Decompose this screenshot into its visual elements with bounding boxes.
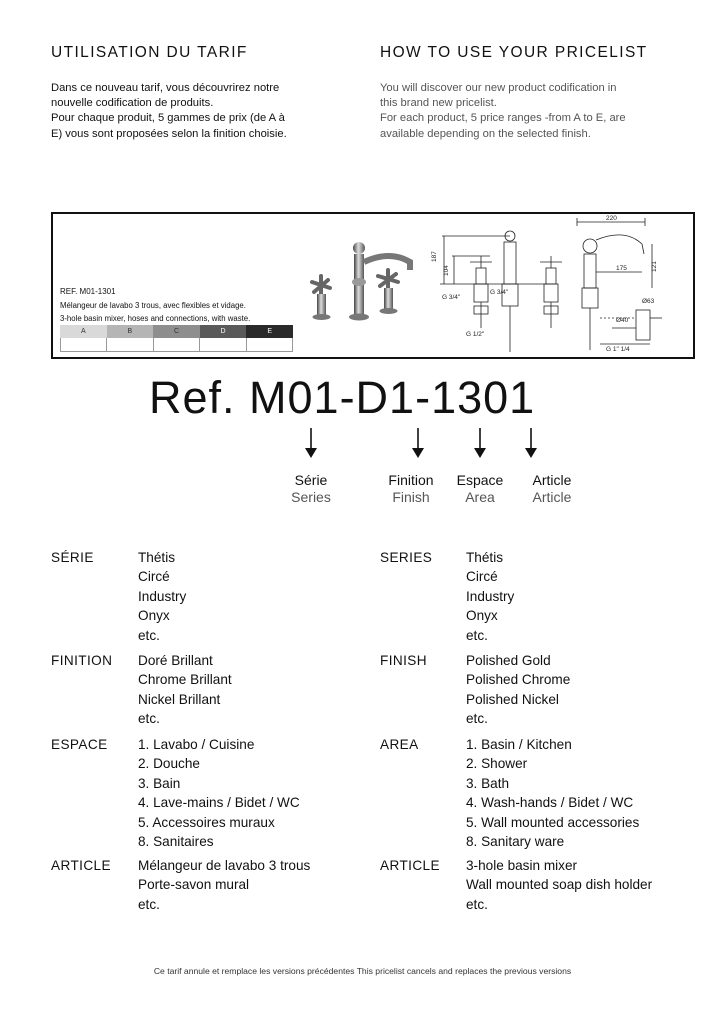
en-intro [380,81,626,142]
value: Doré Brillant [138,653,213,668]
fr-intro-line: Pour chaque produit, 5 gammes de prix (de A à [51,112,285,125]
dim-g12: G 1/2" [466,331,485,338]
price-range-swatches [60,325,293,352]
value: etc. [138,896,160,912]
fr-area-values [138,735,300,851]
product-desc-fr: Mélangeur de lavabo 3 trous, avec flexibles et vidage. [60,301,246,310]
value: 2. Douche [138,756,200,772]
reference-code: Ref. M01-D1-1301 [149,372,536,423]
en-intro-line: available depending on the selected finish. [380,127,591,140]
value: Chrome Brillant [138,672,232,688]
part-en: Series [291,489,331,505]
arrow-down-icon [301,428,321,460]
value: 1. Basin / Kitchen [466,737,572,752]
dim-220: 220 [606,215,617,222]
value: Wall mounted soap dish holder [466,877,653,893]
dim-63: Ø63 [642,298,655,305]
value: Onyx [138,608,170,624]
en-article-values [466,856,652,914]
fr-intro-line: E) vous sont proposées selon la finition choisie. [51,127,287,140]
value: 8. Sanitary ware [466,834,565,850]
arrow-down-icon [470,428,490,460]
dim-g34-left: G 3/4" [442,294,461,301]
price-box [200,338,246,352]
price-swatch-e: E [246,325,293,338]
dim-104: 104 [443,265,450,276]
part-fr: Série [294,472,328,488]
value: 4. Lave-mains / Bidet / WC [138,795,300,811]
dim-175: 175 [616,265,627,272]
dim-187: 187 [431,251,438,262]
price-box [247,338,293,352]
en-intro-line: For each product, 5 price ranges -from A to E, are [380,112,626,125]
part-label-series [276,472,346,506]
value: Mélangeur de lavabo 3 trous [138,858,311,873]
value: 3. Bath [466,775,510,791]
value: Thétis [138,550,176,565]
footer-note: Ce tarif annule et remplace les versions précédentes This pricelist cancels and replaces the previous versions [153,966,572,976]
fr-intro-line: Dans ce nouveau tarif, vous découvrirez notre [51,82,280,94]
fr-key-area: ESPACE [51,737,108,752]
price-swatch-a: A [60,325,107,338]
en-intro-line: You will discover our new product codification in [380,82,617,94]
fr-intro [51,81,287,142]
value: Industry [138,588,187,604]
product-description [60,300,250,325]
part-en: Area [465,489,495,505]
en-finish-values [466,651,570,729]
value: 5. Accessoires muraux [138,814,275,830]
value: Circé [466,569,498,585]
left-handle-icon [312,276,331,320]
fr-key-article: ARTICLE [51,858,111,873]
part-label-finish [376,472,446,506]
part-fr: Finition [388,472,434,488]
dim-g114: G 1" 1/4 [606,346,630,353]
en-title: HOW TO USE YOUR PRICELIST [380,44,648,61]
fr-intro-line: nouvelle codification de produits. [51,97,214,110]
value: etc. [138,711,160,727]
value: 1. Lavabo / Cuisine [138,737,255,752]
dim-121: 121 [651,261,658,272]
en-area-values [466,735,639,851]
fr-article-values [138,856,310,914]
value: 2. Shower [466,756,528,772]
en-key-article: ARTICLE [380,858,440,873]
technical-drawing [430,214,692,356]
value: Thétis [466,550,504,565]
part-label-article [517,472,587,506]
en-key-series: SERIES [380,550,433,565]
spout-icon [349,242,410,321]
product-ref: REF. M01-1301 [60,287,116,296]
dim-g34-center: G 3/4" [490,289,509,296]
value: 5. Wall mounted accessories [466,814,640,830]
value: Circé [138,569,170,585]
value: Onyx [466,608,498,624]
price-box [60,338,107,352]
value: Polished Gold [466,653,551,668]
arrow-down-icon [408,428,428,460]
fr-series-values [138,548,186,645]
part-label-area [445,472,515,506]
part-en: Article [532,489,572,505]
value: etc. [466,711,488,727]
price-box [154,338,200,352]
value: etc. [138,627,160,643]
arrow-down-icon [521,428,541,460]
en-key-finish: FINISH [380,653,427,668]
fr-finish-values [138,651,232,729]
value: Industry [466,588,515,604]
part-fr: Espace [456,472,504,488]
part-en: Finish [392,489,430,505]
fr-key-series: SÉRIE [51,550,94,565]
fr-key-finish: FINITION [51,653,113,668]
en-series-values [466,548,514,645]
en-intro-line: this brand new pricelist. [380,97,497,110]
dim-40: Ø40 [616,317,629,324]
fr-title: UTILISATION DU TARIF [51,44,248,61]
price-box [107,338,153,352]
value: Nickel Brillant [138,691,221,707]
value: 3-hole basin mixer [466,858,578,873]
price-swatch-c: C [153,325,200,338]
value: Porte-savon mural [138,877,250,893]
part-fr: Article [532,472,572,488]
faucet-photo [300,232,430,327]
value: 3. Bain [138,775,181,791]
value: Polished Nickel [466,691,559,707]
value: etc. [466,896,488,912]
value: Polished Chrome [466,672,571,688]
price-swatch-b: B [107,325,154,338]
en-key-area: AREA [380,737,419,752]
price-swatch-d: D [200,325,247,338]
right-handle-icon [378,270,398,314]
value: etc. [466,627,488,643]
value: 4. Wash-hands / Bidet / WC [466,795,634,811]
value: 8. Sanitaires [138,834,214,850]
product-desc-en: 3-hole basin mixer, hoses and connections, with waste. [60,313,251,323]
